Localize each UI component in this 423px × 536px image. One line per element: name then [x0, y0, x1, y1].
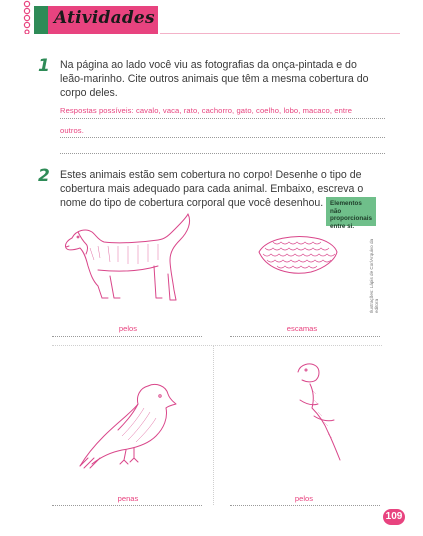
- header-divider: [160, 33, 400, 34]
- question-2-number: 2: [38, 166, 50, 186]
- answer-line: [60, 153, 385, 154]
- question-1-line-3: corpo deles.: [60, 87, 118, 99]
- caption-dog: pelos: [118, 324, 138, 333]
- spiral-binding-icon: [20, 0, 34, 34]
- primate-drawing: [288, 360, 358, 468]
- scales-drawing: [255, 232, 340, 277]
- illustration-credit: Ilustrações: Lápis de Cor/Arquivo da editora: [369, 238, 379, 313]
- answer-line: [52, 336, 202, 337]
- column-divider: [213, 345, 214, 505]
- section-title: Atividades: [54, 8, 155, 28]
- question-2-line-3: nome do tipo de cobertura corporal que você desenhou.: [60, 197, 324, 209]
- activities-header: [20, 0, 160, 34]
- question-1-line-2: leão-marinho. Cite outros animais que têm a mesma cobertura do: [60, 73, 369, 85]
- answer-line: [52, 505, 202, 506]
- answer-line: [230, 336, 380, 337]
- answer-line: [230, 505, 380, 506]
- question-1-line-1: Na página ao lado você viu as fotografias da onça-pintada e do: [60, 59, 357, 71]
- caption-scales: escamas: [286, 324, 318, 333]
- answer-line: [60, 137, 385, 138]
- question-2-line-2: cobertura mais adequado para cada animal. Embaixo, escreva o: [60, 183, 364, 195]
- answer-1-line-1: Respostas possíveis: cavalo, vaca, rato, cachorro, gato, coelho, lobo, macaco, entre: [60, 106, 353, 115]
- bird-drawing: [78, 378, 178, 470]
- answer-1-line-2: outros.: [60, 126, 84, 135]
- page-number-badge: 109: [383, 509, 405, 525]
- caption-bird: penas: [117, 494, 139, 503]
- green-tab: [34, 6, 48, 34]
- row-divider: [52, 345, 382, 346]
- question-2-line-1: Estes animais estão sem cobertura no corpo! Desenhe o tipo de: [60, 169, 362, 181]
- proportion-note: Elementos não proporcionais entre si.: [326, 197, 376, 226]
- answer-line: [60, 118, 385, 119]
- caption-primate: pelos: [294, 494, 314, 503]
- dog-drawing: [58, 210, 198, 310]
- question-1-number: 1: [38, 56, 50, 76]
